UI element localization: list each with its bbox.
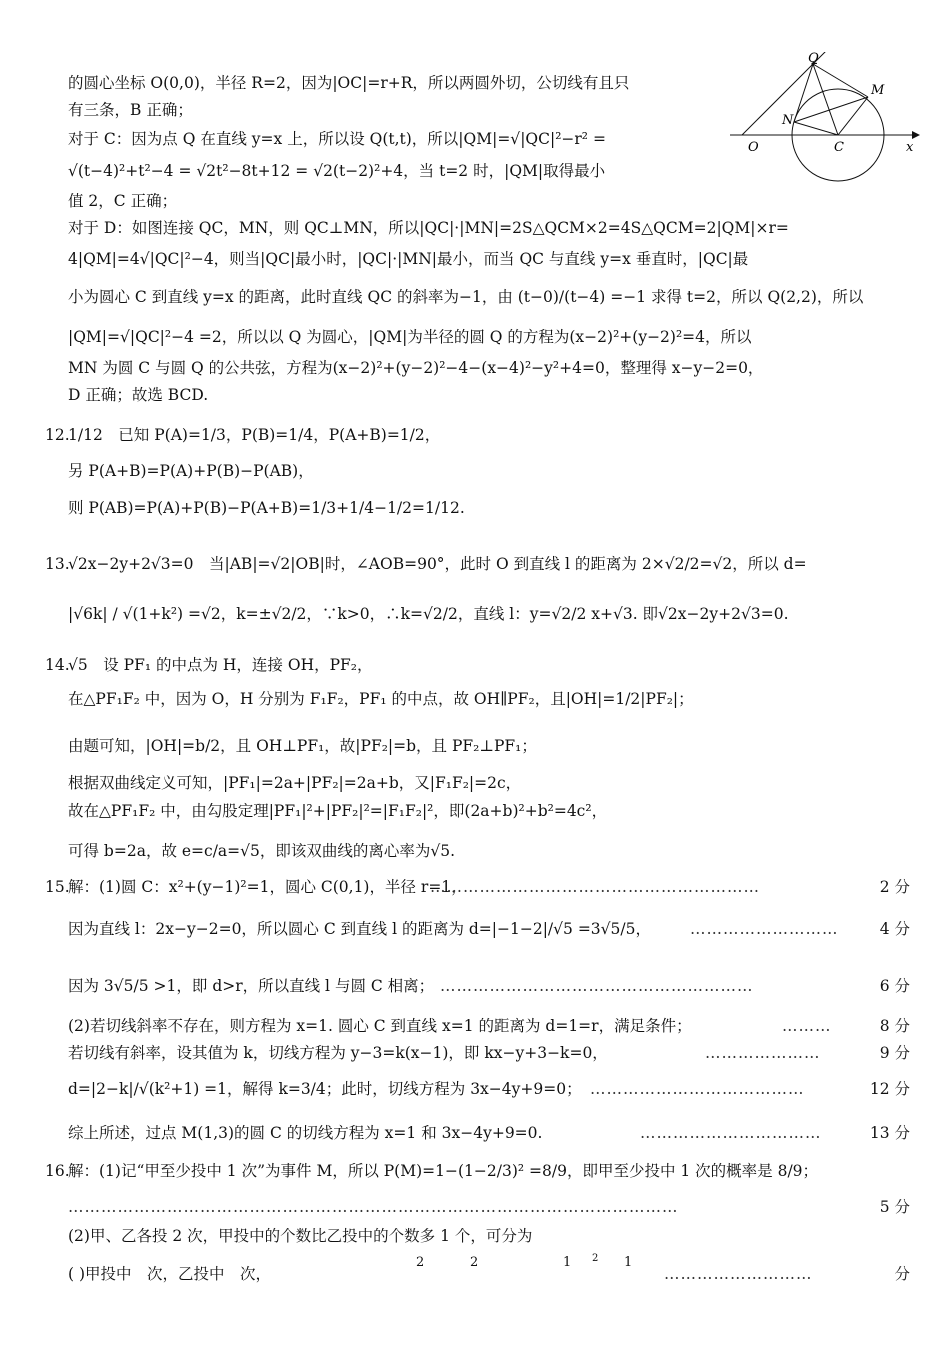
q11-line-9: |QM|=√|QC|²−4 =2，所以以 Q 为圆心，|QM|为半径的圆 Q 的方程为(x−2)²+(y−2)²=4，所以: [68, 328, 752, 346]
q15-score-3: 6 分: [879, 977, 910, 995]
q15-dots-7: ……………………………: [640, 1124, 822, 1142]
q11-line-4: √(t−4)²+t²−4 = √2t²−8t+12 = √2(t−2)²+4，当 t=2 时，|QM|取得最小: [68, 162, 606, 180]
q16-line-2: (2)甲、乙各投 2 次，甲投中的个数比乙投中的个数多 1 个，可分为: [68, 1227, 533, 1245]
q15-line-4: (2)若切线斜率不存在，则方程为 x=1. 圆心 C 到直线 x=1 的距离为 d=1=r，满足条件；: [68, 1017, 692, 1035]
q16-score-1: 5 分: [879, 1198, 910, 1216]
q13-line-1: √2x−2y+2√3=0 当|AB|=√2|OB|时，∠AOB=90°，此时 O 到直线 l 的距离为 2×√2/2=√2，所以 d=: [68, 555, 807, 573]
geometry-figure: [730, 52, 920, 202]
q16-score-2: 分: [894, 1265, 910, 1283]
q15-dots-2: ………………………: [690, 920, 839, 938]
q16-line-3: ( )甲投中 次，乙投中 次，: [68, 1265, 272, 1283]
q14-number: 14.: [45, 656, 70, 674]
q14-line-1: √5 设 PF₁ 的中点为 H，连接 OH，PF₂，: [68, 656, 373, 674]
q11-line-5: 值 2，C 正确；: [68, 192, 178, 210]
label-c: C: [834, 140, 844, 155]
q11-line-6: 对于 D：如图连接 QC，MN，则 QC⊥MN，所以|QC|·|MN|=2S△QCM×2=4S△QCM=2|QM|×r=: [68, 219, 789, 237]
q16-dots-2: ………………………: [664, 1265, 813, 1283]
segment-mn: [794, 97, 868, 122]
q16-partial-3: 1: [563, 1255, 572, 1270]
q15-dots-5: …………………: [705, 1044, 821, 1062]
q15-score-6: 12 分: [869, 1080, 910, 1098]
q14-line-6: 可得 b=2a，故 e=c/a=√5，即该双曲线的离心率为√5.: [68, 842, 456, 860]
label-m: M: [871, 83, 885, 98]
q16-partial-4: 2: [592, 1253, 599, 1264]
q15-dots-3: …………………………………………………: [440, 977, 754, 995]
q15-score-7: 13 分: [869, 1124, 910, 1142]
q13-line-2: |√6k| / √(1+k²) =√2，k=±√2/2，∵k>0，∴k=√2/2，直线 l：y=√2/2 x+√3. 即√2x−2y+2√3=0.: [68, 605, 789, 623]
x-axis-arrow: [912, 131, 920, 139]
q16-number: 16.: [45, 1162, 70, 1180]
q14-line-3: 由题可知，|OH|=b/2，且 OH⊥PF₁，故|PF₂|=b，且 PF₂⊥PF₁；: [68, 737, 537, 755]
q16-dots-1: …………………………………………………………………………………………………: [68, 1198, 679, 1216]
q15-line-1: 解：(1)圆 C：x²+(y−1)²=1，圆心 C(0,1)，半径 r=1，: [68, 878, 467, 896]
q15-score-4: 8 分: [879, 1017, 910, 1035]
q15-score-1: 2 分: [879, 878, 910, 896]
q15-dots-6: …………………………………: [590, 1080, 805, 1098]
q16-line-1: 解：(1)记“甲至少投中 1 次”为事件 M，所以 P(M)=1−(1−2/3)² =8/9，即甲至少投中 1 次的概率是 8/9；: [68, 1162, 819, 1180]
q15-line-2: 因为直线 l：2x−y−2=0，所以圆心 C 到直线 l 的距离为 d=|−1−2|/√5 =3√5/5，: [68, 920, 651, 938]
q14-line-2: 在△PF₁F₂ 中，因为 O，H 分别为 F₁F₂，PF₁ 的中点，故 OH∥PF₂，且|OH|=1/2|PF₂|；: [68, 690, 694, 708]
label-o: O: [748, 140, 759, 155]
q15-score-5: 9 分: [879, 1044, 910, 1062]
label-q: Q: [808, 52, 819, 66]
q12-line-2: 另 P(A+B)=P(A)+P(B)−P(AB)，: [68, 462, 314, 480]
label-x: x: [906, 140, 914, 155]
q14-line-5: 故在△PF₁F₂ 中，由勾股定理|PF₁|²+|PF₂|²=|F₁F₂|²，即(2a+b)²+b²=4c²，: [68, 802, 608, 820]
segment-qc: [813, 64, 838, 135]
q11-line-2: 有三条，B 正确；: [68, 101, 193, 119]
q11-line-10: MN 为圆 C 与圆 Q 的公共弦，方程为(x−2)²+(y−2)²−4−(x−4)²−y²+4=0，整理得 x−y−2=0，: [68, 359, 764, 377]
label-n: N: [782, 113, 794, 128]
q11-line-1: 的圆心坐标 O(0,0)，半径 R=2，因为|OC|=r+R，所以两圆外切，公切线有且只: [68, 74, 630, 92]
q15-dots-1: ……………………………………………………: [430, 878, 760, 896]
q15-line-5: 若切线有斜率，设其值为 k，切线方程为 y−3=k(x−1)，即 kx−y+3−k=0，: [68, 1044, 608, 1062]
q13-number: 13.: [45, 555, 70, 573]
q11-line-7: 4|QM|=4√|QC|²−4，则当|QC|最小时，|QC|·|MN|最小，而当 QC 与直线 y=x 垂直时，|QC|最: [68, 250, 749, 268]
q15-line-3: 因为 3√5/5 >1，即 d>r，所以直线 l 与圆 C 相离；: [68, 977, 435, 995]
q15-line-6: d=|2−k|/√(k²+1) =1，解得 k=3/4；此时，切线方程为 3x−4y+9=0；: [68, 1080, 582, 1098]
q11-line-3: 对于 C：因为点 Q 在直线 y=x 上，所以设 Q(t,t)，所以|QM|=√|QC|²−r² =: [68, 130, 606, 148]
q12-line-1: 1/12 已知 P(A)=1/3，P(B)=1/4，P(A+B)=1/2，: [68, 426, 441, 444]
q15-score-2: 4 分: [879, 920, 910, 938]
q16-partial-5: 1: [624, 1255, 633, 1270]
segment-cm: [838, 97, 868, 135]
q15-line-7: 综上所述，过点 M(1,3)的圆 C 的切线方程为 x=1 和 3x−4y+9=0.: [68, 1124, 543, 1142]
q11-line-11: D 正确；故选 BCD.: [68, 386, 209, 404]
segment-cn: [794, 122, 838, 135]
q14-line-4: 根据双曲线定义可知，|PF₁|=2a+|PF₂|=2a+b，又|F₁F₂|=2c，: [68, 774, 522, 792]
q11-line-8: 小为圆心 C 到直线 y=x 的距离，此时直线 QC 的斜率为−1，由 (t−0)/(t−4) =−1 求得 t=2，所以 Q(2,2)，所以: [68, 288, 864, 306]
q12-number: 12.: [45, 426, 70, 444]
segment-qn: [794, 64, 813, 122]
q12-line-3: 则 P(AB)=P(A)+P(B)−P(A+B)=1/3+1/4−1/2=1/12.: [68, 499, 465, 517]
q15-number: 15.: [45, 878, 70, 896]
q16-partial-1: 2: [416, 1255, 425, 1270]
q16-partial-2: 2: [470, 1255, 479, 1270]
q15-dots-4: ………: [782, 1017, 832, 1035]
